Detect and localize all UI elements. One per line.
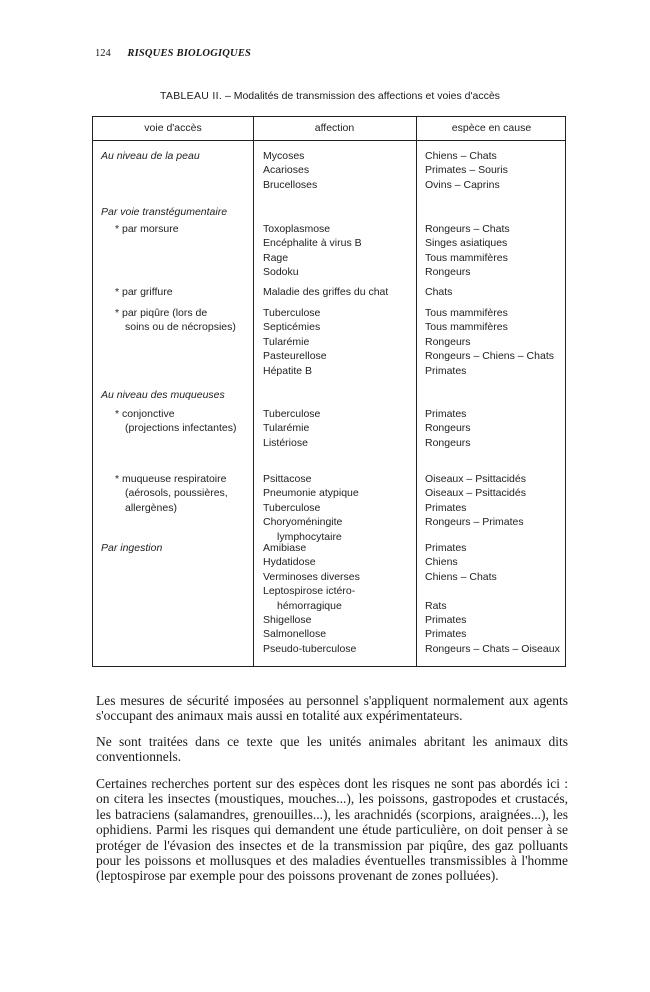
affection-cell-line: Acarioses bbox=[263, 164, 310, 177]
voie-cell bbox=[101, 541, 162, 555]
affection-cell-line: Leptospirose ictéro- bbox=[263, 585, 356, 598]
voie-cell bbox=[101, 407, 236, 436]
column-header-espece: espèce en cause bbox=[451, 122, 532, 134]
column-header-voie: voie d'accès bbox=[144, 122, 202, 134]
voie-cell bbox=[101, 149, 200, 163]
espece-cell bbox=[425, 472, 526, 544]
affection-cell-line: Hydatidose bbox=[263, 556, 316, 569]
affection-cell-line: Verminoses diverses bbox=[263, 570, 360, 583]
affection-cell-line: Amibiase bbox=[263, 542, 307, 554]
page-number: 124 bbox=[95, 48, 111, 59]
voie-cell bbox=[101, 388, 225, 402]
espece-cell-line: Rongeurs – Chiens – Chats bbox=[425, 350, 554, 363]
espece-cell-line: Rongeurs bbox=[425, 436, 471, 449]
voie-cell bbox=[101, 222, 179, 236]
voie-cell bbox=[101, 306, 236, 335]
espece-cell-line: Rongeurs – Primates bbox=[425, 516, 524, 529]
espece-cell-line: Chats bbox=[425, 286, 453, 298]
espece-cell-line: Rongeurs bbox=[425, 266, 471, 279]
paragraph: Les mesures de sécurité imposées au personnel s'appliquent normalement aux agents s'occupant des animaux mais aussi en totalité aux expérimentateurs. bbox=[96, 693, 568, 724]
affection-cell-line: lymphocytaire bbox=[277, 530, 342, 543]
affection-cell-line: Pseudo-tuberculose bbox=[263, 642, 357, 655]
espece-cell-line: Rats bbox=[425, 599, 447, 612]
column-header-affection: affection bbox=[314, 122, 355, 134]
affection-cell-line: Tuberculose bbox=[263, 408, 321, 420]
voie-cell bbox=[101, 285, 173, 299]
voie-cell-line: (aérosols, poussières, bbox=[125, 487, 228, 500]
espece-cell-line: Primates bbox=[425, 364, 467, 377]
voie-cell-line: Par voie transtégumentaire bbox=[101, 206, 228, 218]
affection-cell-line: Tuberculose bbox=[263, 501, 321, 514]
affection-cell-line: Hépatite B bbox=[263, 364, 313, 377]
espece-cell bbox=[425, 306, 554, 378]
affection-cell bbox=[263, 541, 360, 656]
espece-cell-line: Primates bbox=[425, 614, 467, 627]
espece-cell-line: Singes asiatiques bbox=[425, 237, 508, 250]
affection-cell-line: Septicémies bbox=[263, 321, 321, 334]
column-divider bbox=[416, 117, 417, 666]
running-title: RISQUES BIOLOGIQUES bbox=[127, 48, 252, 59]
affection-cell-line: Pasteurellose bbox=[263, 350, 327, 363]
affection-cell-line: Listériose bbox=[263, 436, 308, 449]
affection-cell bbox=[263, 407, 320, 450]
espece-cell bbox=[425, 407, 471, 450]
voie-cell-line: * par griffure bbox=[115, 286, 173, 298]
affection-cell-line: Sodoku bbox=[263, 266, 299, 279]
espece-cell-line: Primates bbox=[425, 501, 467, 514]
affection-cell-line: Tularémie bbox=[263, 422, 310, 435]
affection-cell bbox=[263, 306, 327, 378]
affection-cell-line: Tularémie bbox=[263, 335, 310, 348]
espece-cell-line: Chiens – Chats bbox=[425, 150, 497, 162]
affection-cell-line: hémorragique bbox=[277, 599, 342, 612]
espece-cell bbox=[425, 285, 452, 299]
affection-cell-line: Rage bbox=[263, 251, 289, 264]
affection-cell-line: Maladie des griffes du chat bbox=[263, 286, 389, 298]
affection-cell-line: Mycoses bbox=[263, 150, 305, 162]
paragraph: Certaines recherches portent sur des espèces dont les risques ne sont pas abordés ici : on citera les insectes (moustiques, mouches...), les poissons, gastropodes et crustacés, les batraciens (salamandres, grenouilles...), les arachnidés (scorpions, araignées...), les ophidiens. Parmi les risques qui demandent une étude particulière, on doit penser à se protéger de l'évasion des insectes et de la transmission par piqûre, des gaz polluants pour les poissons et mollusques et des maladies éventuelles transmissibles à l'homme (leptospirose par exemple pour des poissons provenant de zones polluées). bbox=[96, 776, 568, 884]
espece-cell bbox=[425, 222, 510, 280]
espece-cell-line: Chiens – Chats bbox=[425, 570, 497, 583]
voie-cell-line: * par piqûre (lors de bbox=[115, 307, 208, 319]
affection-cell bbox=[263, 149, 317, 192]
voie-cell bbox=[101, 205, 227, 219]
espece-cell-line: Primates bbox=[425, 408, 467, 420]
espece-cell-line: Tous mammifères bbox=[425, 251, 508, 264]
espece-cell bbox=[425, 149, 508, 192]
espece-cell-line: Rongeurs – Chats bbox=[425, 223, 510, 235]
affection-cell-line: Shigellose bbox=[263, 614, 312, 627]
voie-cell-line: Au niveau des muqueuses bbox=[101, 389, 225, 401]
voie-cell bbox=[101, 472, 228, 515]
espece-cell-line: Primates bbox=[425, 628, 467, 641]
affection-cell-line: Toxoplasmose bbox=[263, 223, 331, 235]
affection-cell bbox=[263, 472, 359, 544]
affection-cell-line: Tuberculose bbox=[263, 307, 321, 319]
espece-cell bbox=[425, 541, 560, 656]
table-caption-text: – Modalités de transmission des affections et voies d'accès bbox=[224, 90, 500, 102]
voie-cell-line: * muqueuse respiratoire bbox=[115, 473, 227, 485]
espece-cell-line: Oiseaux – Psittacidés bbox=[425, 487, 526, 500]
espece-cell-line: Rongeurs – Chats – Oiseaux bbox=[425, 642, 560, 655]
espece-cell-line: Primates bbox=[425, 542, 467, 554]
voie-cell-line: * conjonctive bbox=[115, 408, 175, 420]
espece-cell-line: Primates – Souris bbox=[425, 164, 508, 177]
voie-cell-line: Au niveau de la peau bbox=[101, 150, 200, 162]
espece-cell-line: Ovins – Caprins bbox=[425, 178, 500, 191]
espece-cell-line: Rongeurs bbox=[425, 422, 471, 435]
affection-cell bbox=[263, 285, 388, 299]
voie-cell-line: * par morsure bbox=[115, 223, 179, 235]
affection-cell-line: Psittacose bbox=[263, 473, 312, 485]
espece-cell-line bbox=[425, 584, 560, 598]
paragraph: Ne sont traitées dans ce texte que les unités animales abritant les animaux dits conventionnels. bbox=[96, 734, 568, 765]
running-header bbox=[95, 48, 251, 59]
espece-cell-line: Rongeurs bbox=[425, 335, 471, 348]
espece-cell-line: Tous mammifères bbox=[425, 307, 508, 319]
affection-cell-line: Brucelloses bbox=[263, 178, 318, 191]
affection-cell-line: Encéphalite à virus B bbox=[263, 237, 362, 250]
voie-cell-line: (projections infectantes) bbox=[125, 422, 237, 435]
affection-cell bbox=[263, 222, 362, 280]
table-number: TABLEAU II. bbox=[160, 90, 223, 102]
affection-cell-line: Salmonellose bbox=[263, 628, 327, 641]
header-divider bbox=[93, 140, 565, 141]
voie-cell-line: soins ou de nécropsies) bbox=[125, 321, 236, 334]
table-caption bbox=[160, 90, 500, 102]
transmission-table bbox=[92, 116, 566, 667]
espece-cell-line: Oiseaux – Psittacidés bbox=[425, 473, 526, 485]
affection-cell-line: Choryoméningite bbox=[263, 516, 343, 529]
column-divider bbox=[253, 117, 254, 666]
affection-cell-line: Pneumonie atypique bbox=[263, 487, 359, 500]
voie-cell-line: allergènes) bbox=[125, 501, 177, 514]
espece-cell-line: Chiens bbox=[425, 556, 458, 569]
voie-cell-line: Par ingestion bbox=[101, 542, 163, 554]
espece-cell-line: Tous mammifères bbox=[425, 321, 508, 334]
